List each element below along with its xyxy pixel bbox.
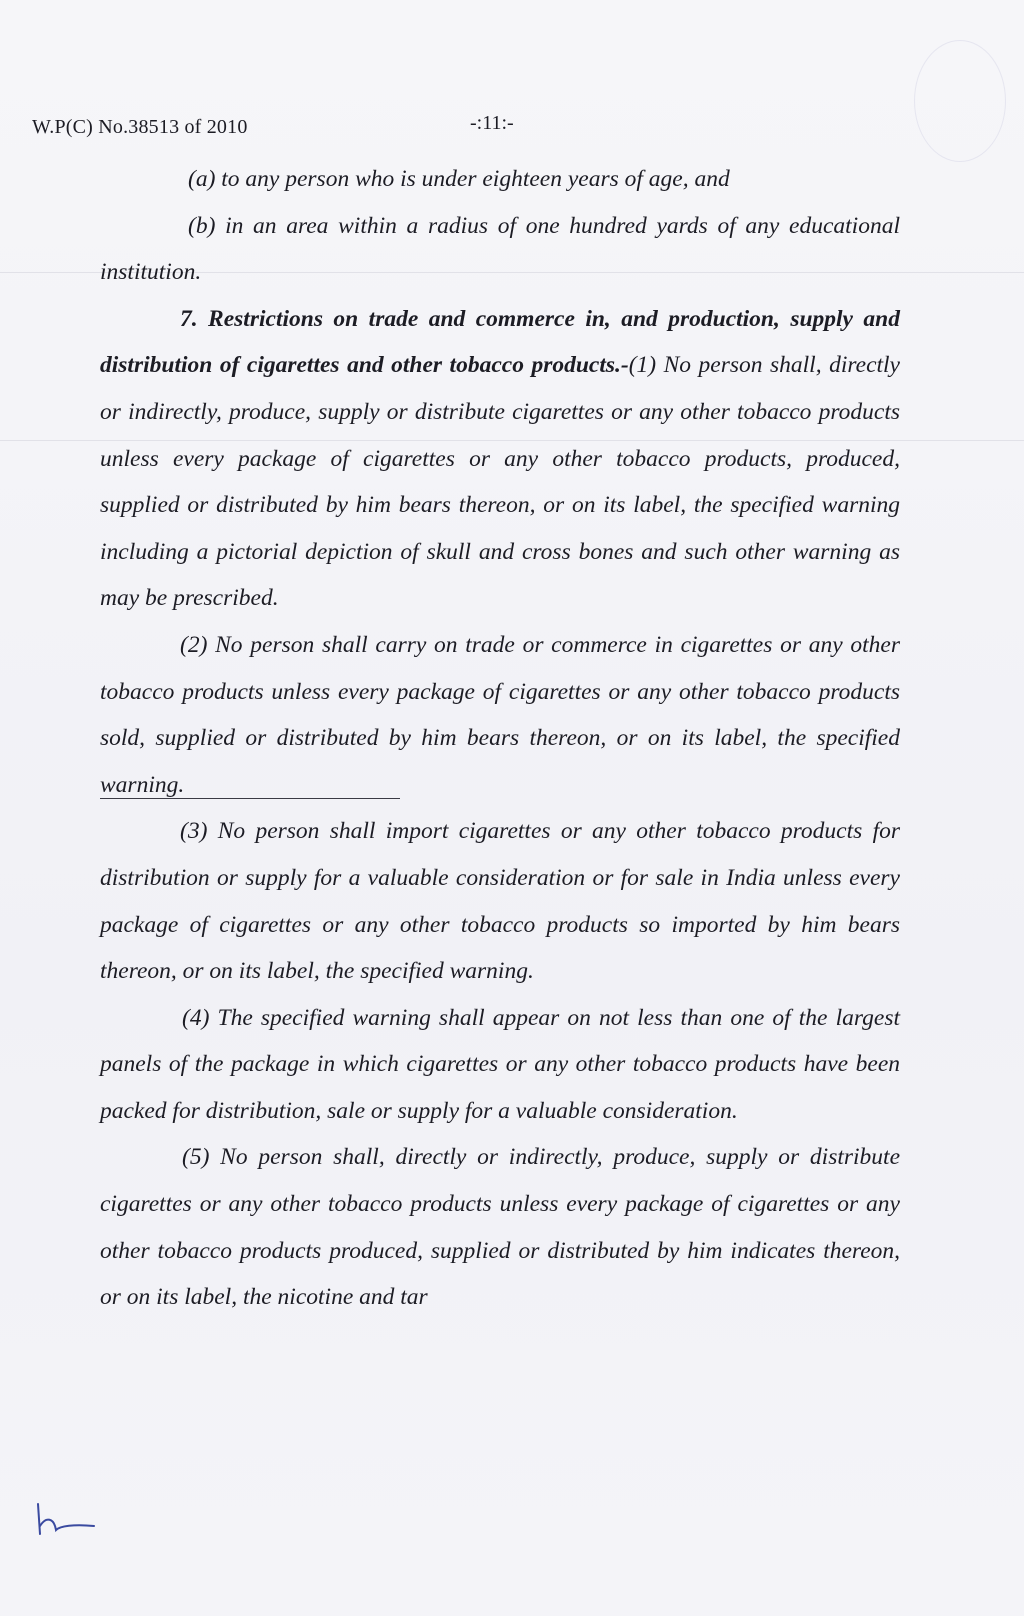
section-7-subsection-4: (4) The specified warning shall appear on not less than one of the largest panels of the package in which cigarettes or any other tobacco products have been packed for distribution, sale or supply for a valuable consideration. xyxy=(100,1004,900,1124)
section-7 xyxy=(100,296,900,622)
faint-stamp-mark xyxy=(914,40,1006,162)
clause-a: (a) to any person who is under eighteen years of age, and xyxy=(188,166,730,192)
page-number: -:11:- xyxy=(470,112,514,134)
section-7-heading: 7. Restrictions on trade and commerce in, and production, supply and distribution of cigarettes and other tobacco products.- xyxy=(100,305,900,379)
strike-through-line xyxy=(100,798,400,799)
section-7-subsection-5: (5) No person shall, directly or indirectly, produce, supply or distribute cigarettes or any other tobacco products unless every package of cigarettes or any other tobacco products produced, supplied or distributed by him indicates thereon, or on its label, the nicotine and tar xyxy=(100,1144,900,1311)
document-body xyxy=(100,156,900,1321)
section-7-subsection-1: (1) No person shall, directly or indirectly, produce, supply or distribute cigarettes or any other tobacco products unless every package of cigarettes or any other tobacco products, produced, supplied or distributed by him bears thereon, or on its label, the specified warning including a pictorial depiction of skull and cross bones and such other warning as may be prescribed. xyxy=(100,352,900,612)
handwritten-initials-icon xyxy=(30,1500,110,1540)
case-number: W.P(C) No.38513 of 2010 xyxy=(32,116,248,138)
section-7-subsection-2: (2) No person shall carry on trade or commerce in cigarettes or any other tobacco products unless every package of cigarettes or any other tobacco products sold, supplied or distributed by him bears thereon, or on its label, the specified warning. xyxy=(100,631,900,798)
section-7-subsection-3: (3) No person shall import cigarettes or any other tobacco products for distribution or supply for a valuable consideration or for sale in India unless every package of cigarettes or any other tobacco products so imported by him bears thereon, or on its label, the specified warning. xyxy=(100,818,900,985)
clause-b: (b) in an area within a radius of one hundred yards of any educational institution. xyxy=(100,212,900,286)
